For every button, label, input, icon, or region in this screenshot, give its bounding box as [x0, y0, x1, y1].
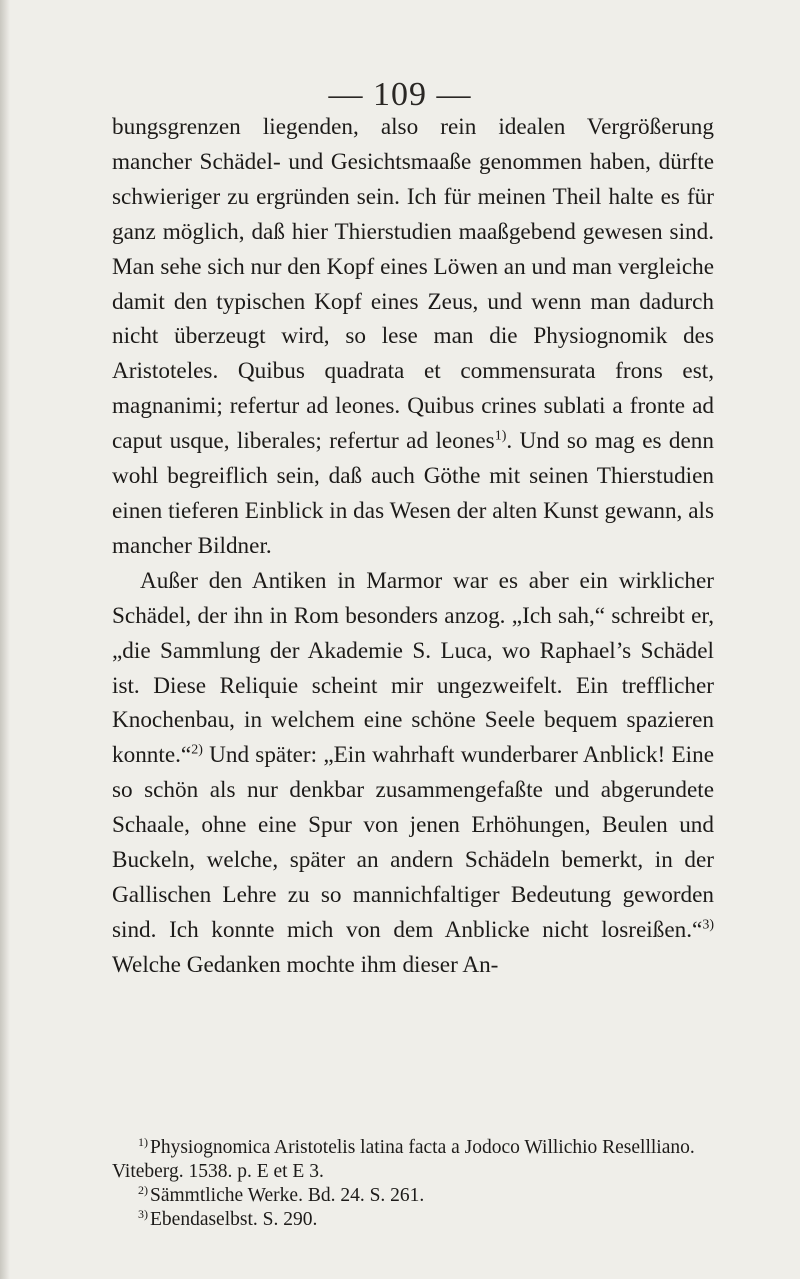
- footnote-3-mark: 3): [138, 1206, 148, 1221]
- paragraph-2: [112, 564, 714, 983]
- footnote-2-mark: 2): [138, 1182, 148, 1197]
- footnote-1-mark: 1): [138, 1134, 148, 1149]
- footnote-2: [112, 1184, 714, 1208]
- paragraph-2-text-a: Außer den Antiken in Marmor war es aber ein wirklicher Schädel, der ihn in Rom besonders anzog. „Ich sah,“ schreibt er, „die Sammlung der Akademie S. Luca, wo Raphael’s Schädel ist. Diese Reliquie scheint mir ungezweifelt. Ein trefflicher Knochenbau, in welchem eine schöne Seele bequem spazieren konnte.“: [112, 567, 714, 769]
- footnote-1-text: Physiognomica Aristotelis latina facta a Jodoco Willichio Resellliano. Viteberg. 1538. p. E et E 3.: [112, 1137, 695, 1182]
- paragraph-1-text-b: . Und so mag es denn wohl begreiflich sein, daß auch Göthe mit seinen Thierstudien einen tieferen Einblick in das Wesen der alten Kunst gewann, als mancher Bildner.: [112, 428, 714, 559]
- footnote-3-text: Ebendaselbst. S. 290.: [150, 1209, 318, 1230]
- footnotes: [112, 1136, 714, 1232]
- footnote-ref-3: 3): [702, 917, 714, 933]
- footnote-ref-2: 2): [191, 742, 203, 758]
- footnote-2-text: Sämmtliche Werke. Bd. 24. S. 261.: [150, 1185, 425, 1206]
- page-number: — 109 —: [328, 76, 472, 113]
- paragraph-1: [112, 110, 714, 564]
- footnote-1: [112, 1136, 714, 1184]
- paragraph-2-text-b: Und später: „Ein wahrhaft wunderbarer Anblick! Eine so schön als nur denkbar zusammengefaßte und abgerundete Schaale, ohne eine Spur von jenen Erhöhungen, Beulen und Buckeln, welche, später an andern Schädeln bemerkt, in der Gallischen Lehre zu so mannichfaltiger Bedeutung geworden sind. Ich konnte mich von dem Anblicke nicht losreißen.“: [112, 742, 714, 943]
- footnote-ref-1: 1): [494, 428, 507, 444]
- body-text: [112, 110, 714, 983]
- footnote-3: [112, 1208, 714, 1232]
- paragraph-1-text-a: bungsgrenzen liegenden, also rein idealen Vergrößerung mancher Schädel- und Gesichtsmaaße genommen haben, dürfte schwieriger zu ergründen sein. Ich für meinen Theil halte es für ganz möglich, daß hier Thierstudien maaßgebend gewesen sind. Man sehe sich nur den Kopf eines Löwen an und man vergleiche damit den typischen Kopf eines Zeus, und wenn man dadurch nicht überzeugt wird, so lese man die Physiognomik des Aristoteles. Quibus quadrata et commensurata frons est, magnanimi; refertur ad leones. Quibus crines sublati a fronte ad caput usque, liberales; refertur ad leones: [112, 114, 714, 455]
- page-edge-shadow: [0, 0, 10, 1279]
- paragraph-2-text-c: Welche Gedanken mochte ihm dieser An-: [112, 951, 499, 978]
